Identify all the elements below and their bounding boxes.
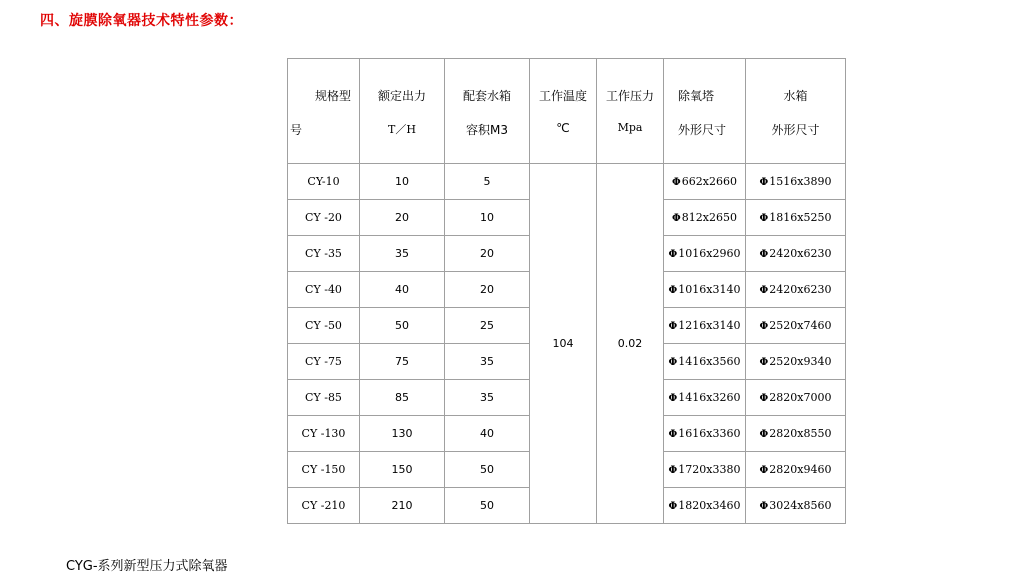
header-tank: [445, 59, 530, 164]
cell-tower-size: [664, 200, 746, 236]
header-model: [288, 59, 360, 164]
phi-symbol: Φ: [759, 177, 769, 188]
header-model-line1: 规格型: [314, 89, 351, 103]
dimension-value: 1016x2960: [678, 247, 741, 260]
cell-tank-volume: 20: [445, 272, 530, 308]
cell-output: 50: [360, 308, 445, 344]
cell-model: CY -40: [288, 272, 360, 308]
dimension-value: 812x2650: [681, 211, 737, 224]
cell-output: 210: [360, 488, 445, 524]
cell-output: 20: [360, 200, 445, 236]
phi-symbol: Φ: [759, 285, 769, 296]
phi-symbol: Φ: [668, 357, 678, 368]
header-output-line1: 额定出力: [377, 89, 426, 103]
cell-output: 75: [360, 344, 445, 380]
header-output-line2: T／H: [388, 123, 416, 136]
footer-caption: CYG-系列新型压力式除氧器: [66, 559, 228, 574]
dimension-value: 3024x8560: [769, 499, 832, 512]
header-pressure-line1: 工作压力: [605, 89, 654, 103]
cell-model: CY -150: [288, 452, 360, 488]
phi-symbol: Φ: [759, 393, 769, 404]
phi-symbol: Φ: [672, 177, 681, 188]
cell-tower-size: [664, 308, 746, 344]
cell-tower-size: [664, 452, 746, 488]
table-header-row: [288, 59, 846, 164]
phi-symbol: Φ: [668, 249, 678, 260]
header-temperature-line1: 工作温度: [538, 89, 587, 103]
spec-table: [287, 58, 846, 524]
cell-water-tank-size: [746, 344, 846, 380]
phi-symbol: Φ: [672, 213, 681, 224]
dimension-value: 1516x3890: [769, 175, 832, 188]
cell-water-tank-size: [746, 416, 846, 452]
phi-symbol: Φ: [759, 213, 769, 224]
header-tower-size: [664, 59, 746, 164]
dimension-value: 662x2660: [681, 175, 737, 188]
cell-tank-volume: 50: [445, 488, 530, 524]
cell-output: 10: [360, 164, 445, 200]
cell-tank-volume: 35: [445, 380, 530, 416]
header-pressure-line2: Mpa: [617, 121, 643, 134]
cell-output: 85: [360, 380, 445, 416]
dimension-value: 1416x3260: [678, 391, 741, 404]
dimension-value: 1720x3380: [678, 463, 741, 476]
dimension-value: 2820x9460: [769, 463, 832, 476]
cell-water-tank-size: [746, 236, 846, 272]
cell-model: CY -75: [288, 344, 360, 380]
phi-symbol: Φ: [759, 465, 769, 476]
header-model-line2: 号: [290, 123, 303, 137]
cell-output: 40: [360, 272, 445, 308]
cell-tower-size: [664, 344, 746, 380]
header-tower-line1: 除氧塔: [678, 89, 715, 103]
header-tank-line2: 容积M3: [466, 123, 508, 137]
cell-water-tank-size: [746, 380, 846, 416]
cell-tower-size: [664, 236, 746, 272]
cell-tank-volume: 50: [445, 452, 530, 488]
dimension-value: 1616x3360: [678, 427, 741, 440]
phi-symbol: Φ: [759, 249, 769, 260]
phi-symbol: Φ: [759, 429, 769, 440]
dimension-value: 2520x9340: [769, 355, 832, 368]
phi-symbol: Φ: [759, 321, 769, 332]
dimension-value: 2820x8550: [769, 427, 832, 440]
dimension-value: 1016x3140: [678, 283, 741, 296]
header-tower-line2: 外形尺寸: [678, 123, 727, 137]
cell-model: CY -20: [288, 200, 360, 236]
cell-model: CY -210: [288, 488, 360, 524]
cell-tower-size: [664, 164, 746, 200]
phi-symbol: Φ: [759, 501, 769, 512]
cell-water-tank-size: [746, 272, 846, 308]
header-tank-line1: 配套水箱: [462, 89, 511, 103]
cell-pressure: 0.02: [597, 164, 664, 524]
cell-model: CY-10: [288, 164, 360, 200]
dimension-value: 1820x3460: [678, 499, 741, 512]
phi-symbol: Φ: [668, 429, 678, 440]
header-temperature: [530, 59, 597, 164]
phi-symbol: Φ: [668, 465, 678, 476]
header-water-tank-size: [746, 59, 846, 164]
header-output: [360, 59, 445, 164]
cell-tank-volume: 35: [445, 344, 530, 380]
dimension-value: 2520x7460: [769, 319, 832, 332]
cell-water-tank-size: [746, 488, 846, 524]
phi-symbol: Φ: [668, 321, 678, 332]
section-heading: 四、旋膜除氧器技术特性参数：: [40, 13, 243, 29]
cell-tank-volume: 25: [445, 308, 530, 344]
phi-symbol: Φ: [668, 285, 678, 296]
cell-model: CY -130: [288, 416, 360, 452]
phi-symbol: Φ: [759, 357, 769, 368]
cell-model: CY -50: [288, 308, 360, 344]
dimension-value: 1416x3560: [678, 355, 741, 368]
cell-water-tank-size: [746, 308, 846, 344]
cell-tower-size: [664, 380, 746, 416]
cell-output: 130: [360, 416, 445, 452]
dimension-value: 1216x3140: [678, 319, 741, 332]
cell-model: CY -35: [288, 236, 360, 272]
cell-output: 35: [360, 236, 445, 272]
cell-output: 150: [360, 452, 445, 488]
table-row: [288, 164, 846, 200]
cell-tank-volume: 20: [445, 236, 530, 272]
dimension-value: 2420x6230: [769, 247, 832, 260]
header-water-tank-line1: 水箱: [783, 89, 808, 103]
cell-tank-volume: 10: [445, 200, 530, 236]
cell-tank-volume: 40: [445, 416, 530, 452]
dimension-value: 2820x7000: [769, 391, 832, 404]
cell-model: CY -85: [288, 380, 360, 416]
cell-water-tank-size: [746, 164, 846, 200]
dimension-value: 2420x6230: [769, 283, 832, 296]
cell-tank-volume: 5: [445, 164, 530, 200]
cell-tower-size: [664, 416, 746, 452]
header-pressure: [597, 59, 664, 164]
header-temperature-line2: ℃: [556, 121, 570, 135]
cell-tower-size: [664, 272, 746, 308]
cell-water-tank-size: [746, 200, 846, 236]
header-water-tank-line2: 外形尺寸: [771, 123, 820, 137]
dimension-value: 1816x5250: [769, 211, 832, 224]
cell-water-tank-size: [746, 452, 846, 488]
cell-tower-size: [664, 488, 746, 524]
phi-symbol: Φ: [668, 393, 678, 404]
phi-symbol: Φ: [668, 501, 678, 512]
cell-temperature: 104: [530, 164, 597, 524]
